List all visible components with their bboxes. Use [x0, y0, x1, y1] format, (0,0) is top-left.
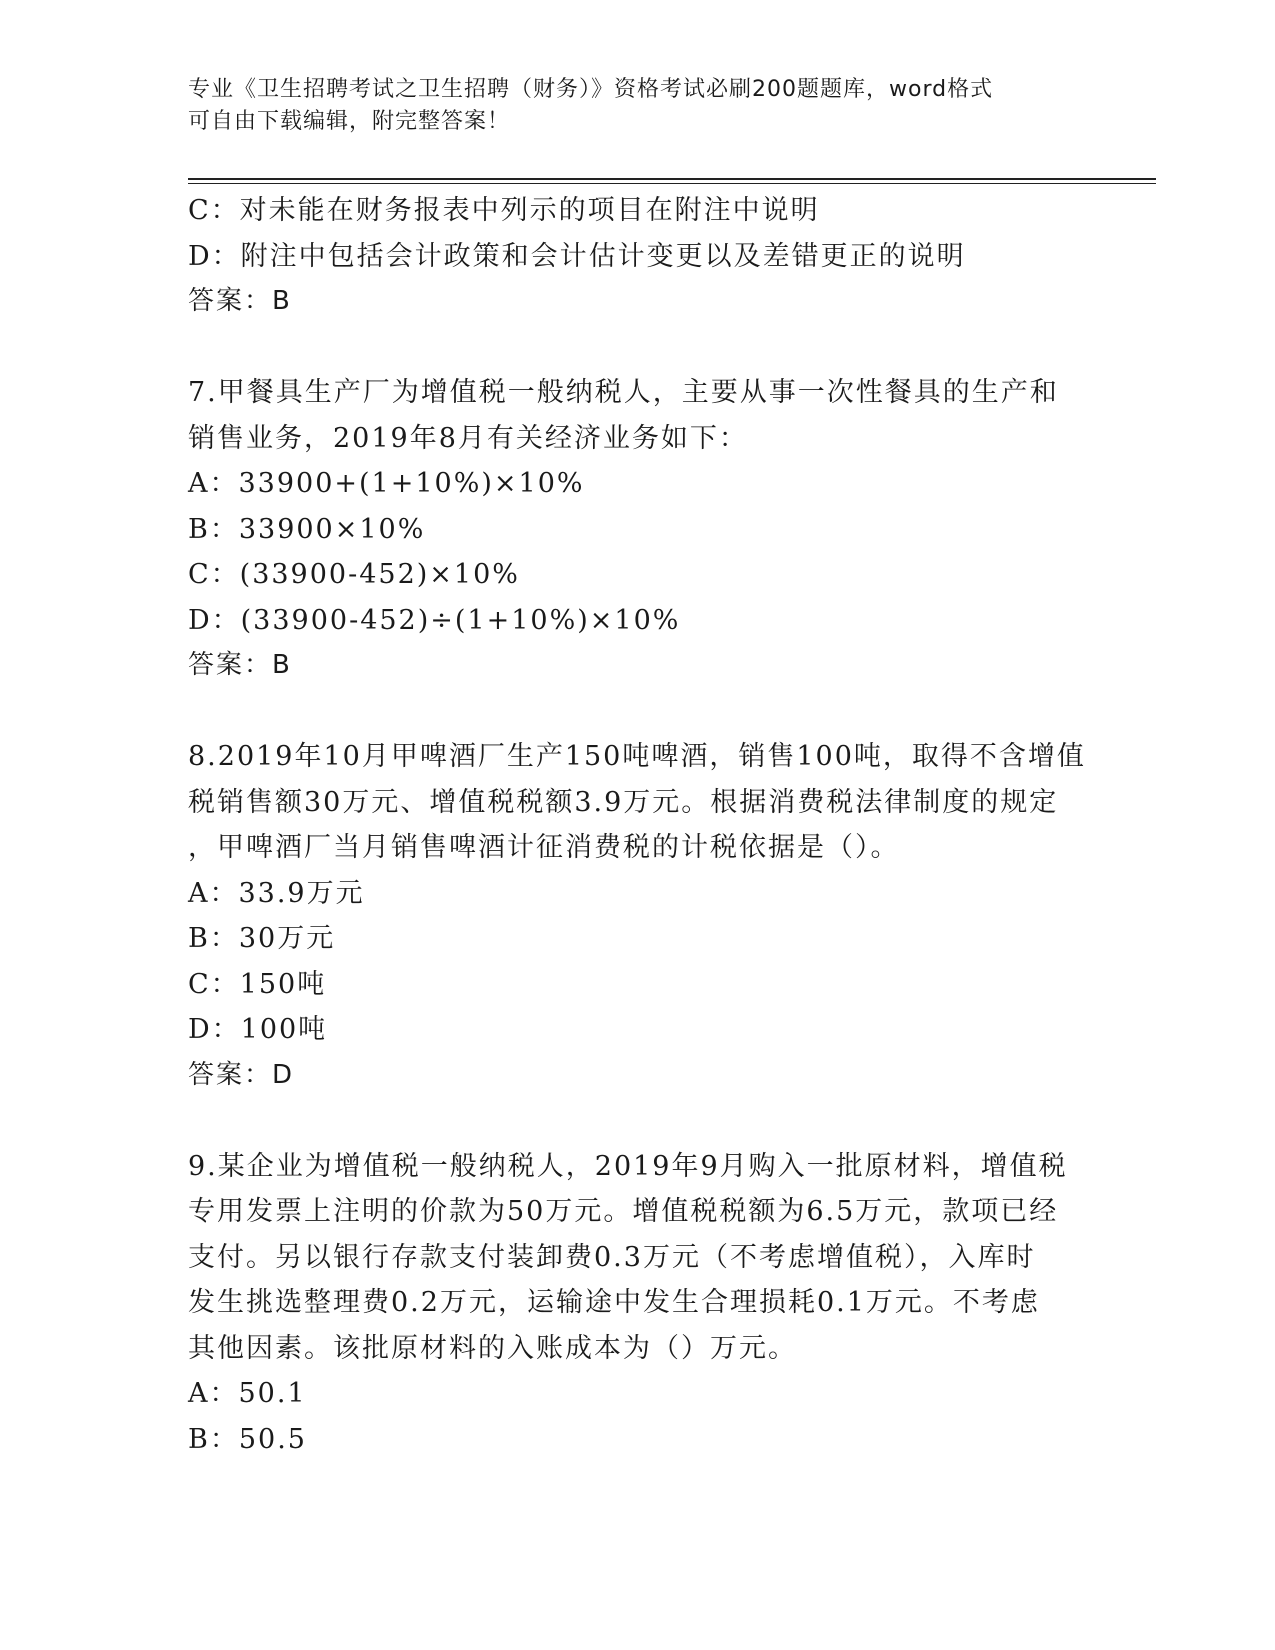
option-b: B：50.5 [188, 1423, 307, 1455]
option-a: A：33.9万元 [188, 877, 365, 909]
option-c: C：对未能在财务报表中列示的项目在附注中说明 [188, 195, 820, 226]
answer-line: 答案：B [188, 286, 292, 316]
question-7 [188, 370, 1088, 689]
option-a: A：50.1 [188, 1378, 307, 1409]
document-body [188, 188, 1088, 1462]
answer-line: 答案：D [188, 1059, 295, 1090]
header-title-line-1: 专业《卫生招聘考试之卫生招聘（财务）》资格考试必刷200题题库，word格式 [188, 77, 994, 102]
option-d: D：(33900-452)÷(1+10%)×10% [188, 604, 681, 636]
spacer [188, 1098, 1088, 1144]
option-c: C：150吨 [188, 968, 327, 1000]
question-stem-line: ，甲啤酒厂当月销售啤酒计征消费税的计税依据是（）。 [188, 832, 900, 863]
header-rule-thin [188, 183, 1156, 184]
option-d: D：附注中包括会计政策和会计估计变更以及差错更正的说明 [188, 240, 966, 272]
question-stem-line: 9.某企业为增值税一般纳税人，2019年9月购入一批原材料，增值税 [188, 1150, 1068, 1182]
header-rule-thick [188, 178, 1156, 180]
question-8 [188, 734, 1088, 1098]
question-stem-line: 其他因素。该批原材料的入账成本为（）万元。 [188, 1332, 797, 1364]
header-title-line-2: 可自由下载编辑，附完整答案！ [188, 109, 511, 134]
question-stem-line: 8.2019年10月甲啤酒厂生产150吨啤酒，销售100吨，取得不含增值 [188, 741, 1086, 772]
question-stem-line: 专用发票上注明的价款为50万元。增值税税额为6.5万元，款项已经 [188, 1196, 1059, 1227]
option-b: B：33900×10% [188, 513, 426, 545]
question-6-continued [188, 188, 1088, 325]
spacer [188, 325, 1088, 371]
question-9 [188, 1144, 1088, 1463]
document-header [188, 74, 1108, 138]
option-b: B：30万元 [188, 923, 336, 954]
spacer [188, 689, 1088, 735]
question-stem-line: 销售业务，2019年8月有关经济业务如下： [188, 422, 748, 454]
answer-line: 答案：B [188, 650, 292, 680]
option-c: C：(33900-452)×10% [188, 559, 520, 590]
option-a: A：33900+(1+10%)×10% [188, 468, 585, 499]
question-stem-line: 发生挑选整理费0.2万元，运输途中发生合理损耗0.1万元。不考虑 [188, 1287, 1040, 1318]
question-stem-line: 支付。另以银行存款支付装卸费0.3万元（不考虑增值税），入库时 [188, 1241, 1036, 1273]
question-stem-line: 7.甲餐具生产厂为增值税一般纳税人，主要从事一次性餐具的生产和 [188, 377, 1059, 408]
question-stem-line: 税销售额30万元、增值税税额3.9万元。根据消费税法律制度的规定 [188, 786, 1059, 818]
option-d: D：100吨 [188, 1014, 328, 1045]
